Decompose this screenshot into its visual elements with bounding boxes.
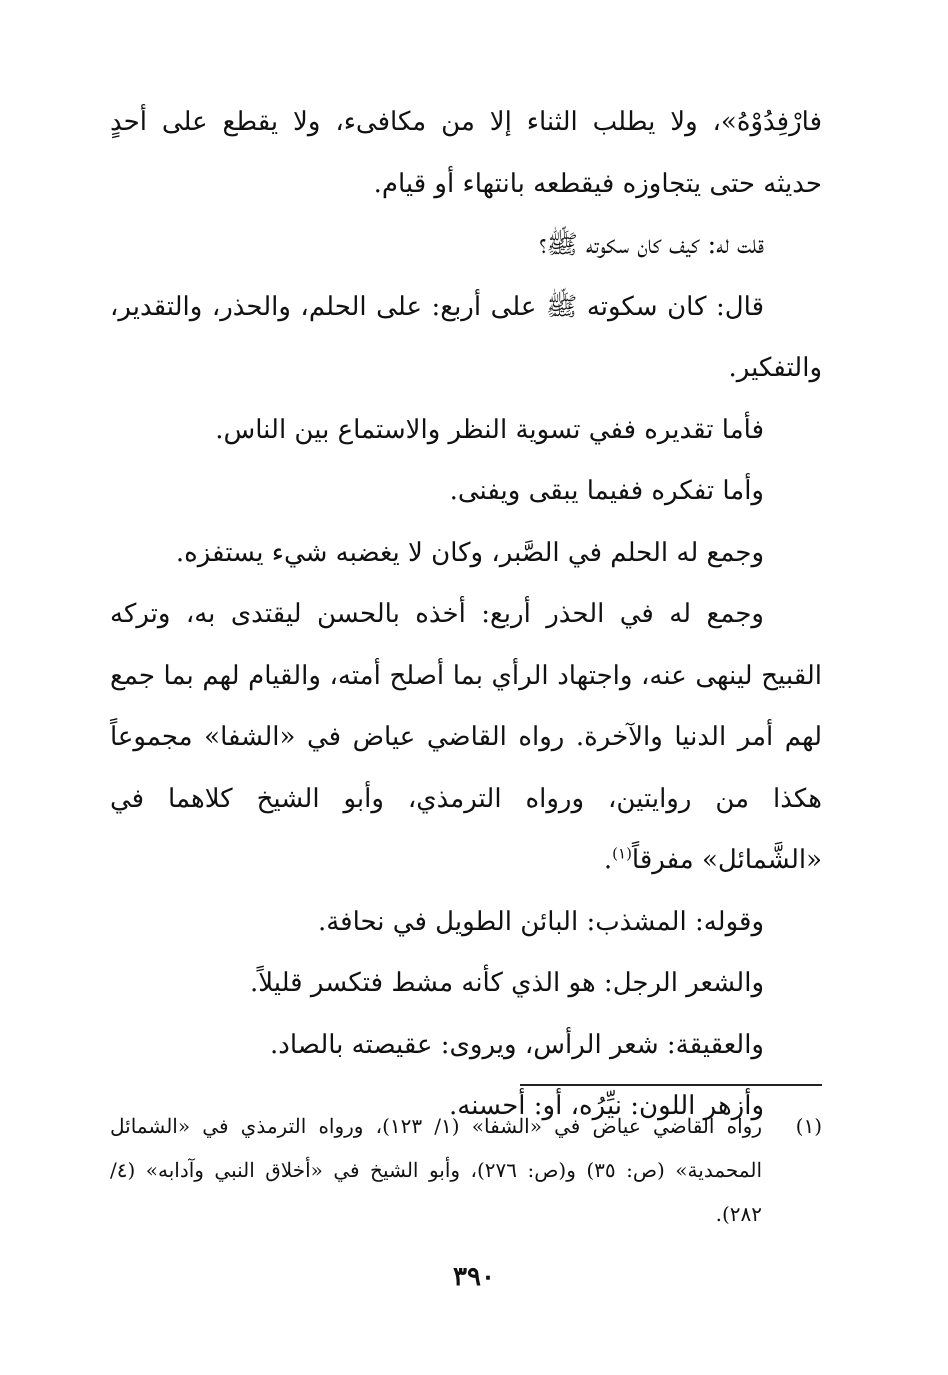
footnote-text: رواه القاضي عياض في «الشفا» (١/ ١٢٣)، ورواه الترمذي في «الشمائل المحمدية» (ص: ٣٥) و(ص: ٢٧٦)، وأبو الشيخ في «أخلاق النبي وآدابه» (٤/ ٢٨٢). xyxy=(110,1114,762,1226)
paragraph-10: والعقيقة: شعر الرأس، ويروى: عقيصته بالصاد. xyxy=(270,1029,764,1060)
paragraph-2: قلت له: كيف كان سكوته ﷺ؟ xyxy=(539,230,764,260)
main-text xyxy=(110,92,822,1138)
paragraph-4: فأما تقديره ففي تسوية النظر والاستماع بين الناس. xyxy=(215,414,764,445)
page-number: ٣٩٠ xyxy=(453,1262,495,1292)
paragraph-7-text: وجمع له في الحذر أربع: أخذه بالحسن ليقتدى به، وتركه القبيح لينهى عنه، واجتهاد الرأي بما أصلح أمته، والقيام لهم بما جمع لهم أمر الدنيا والآخرة. رواه القاضي عياض في «الشفا» مجموعاً هكذا من روايتين، ورواه الترمذي، وأبو الشيخ كلاهما في «الشَّمائل» مفرقاً xyxy=(110,599,822,875)
paragraph-7-end: . xyxy=(603,845,613,875)
footnotes xyxy=(110,1104,822,1236)
footnote-number: (١) xyxy=(795,1114,822,1138)
footnote-1 xyxy=(110,1104,822,1236)
paragraph-5: وأما تفكره ففيما يبقى ويفنى. xyxy=(449,476,764,506)
paragraph-7 xyxy=(110,584,822,892)
paragraph-9: والشعر الرجل: هو الذي كأنه مشط فتكسر قليلاً. xyxy=(249,968,764,998)
paragraph-3: قال: كان سكوته ﷺ على أربع: على الحلم، والحذر، والتقدير، والتفكير. xyxy=(110,291,822,383)
footnote-divider xyxy=(520,1084,822,1086)
footnote-ref-1[interactable]: (١) xyxy=(612,844,632,863)
paragraph-6: وجمع له الحلم في الصَّبر، وكان لا يغضبه شيء يستفزه. xyxy=(175,537,764,568)
paragraph-11: وأزهر اللون: نيِّرُه، أو: أحسنه. xyxy=(448,1091,764,1121)
paragraph-1: فارْفِدُوْهُ»، ولا يطلب الثناء إلا من مكافىء، ولا يقطع على أحدٍ حديثه حتى يتجاوزه فيقطعه بانتهاء أو قيام. xyxy=(110,107,822,199)
paragraph-8: وقوله: المشذب: البائن الطويل في نحافة. xyxy=(317,906,764,937)
